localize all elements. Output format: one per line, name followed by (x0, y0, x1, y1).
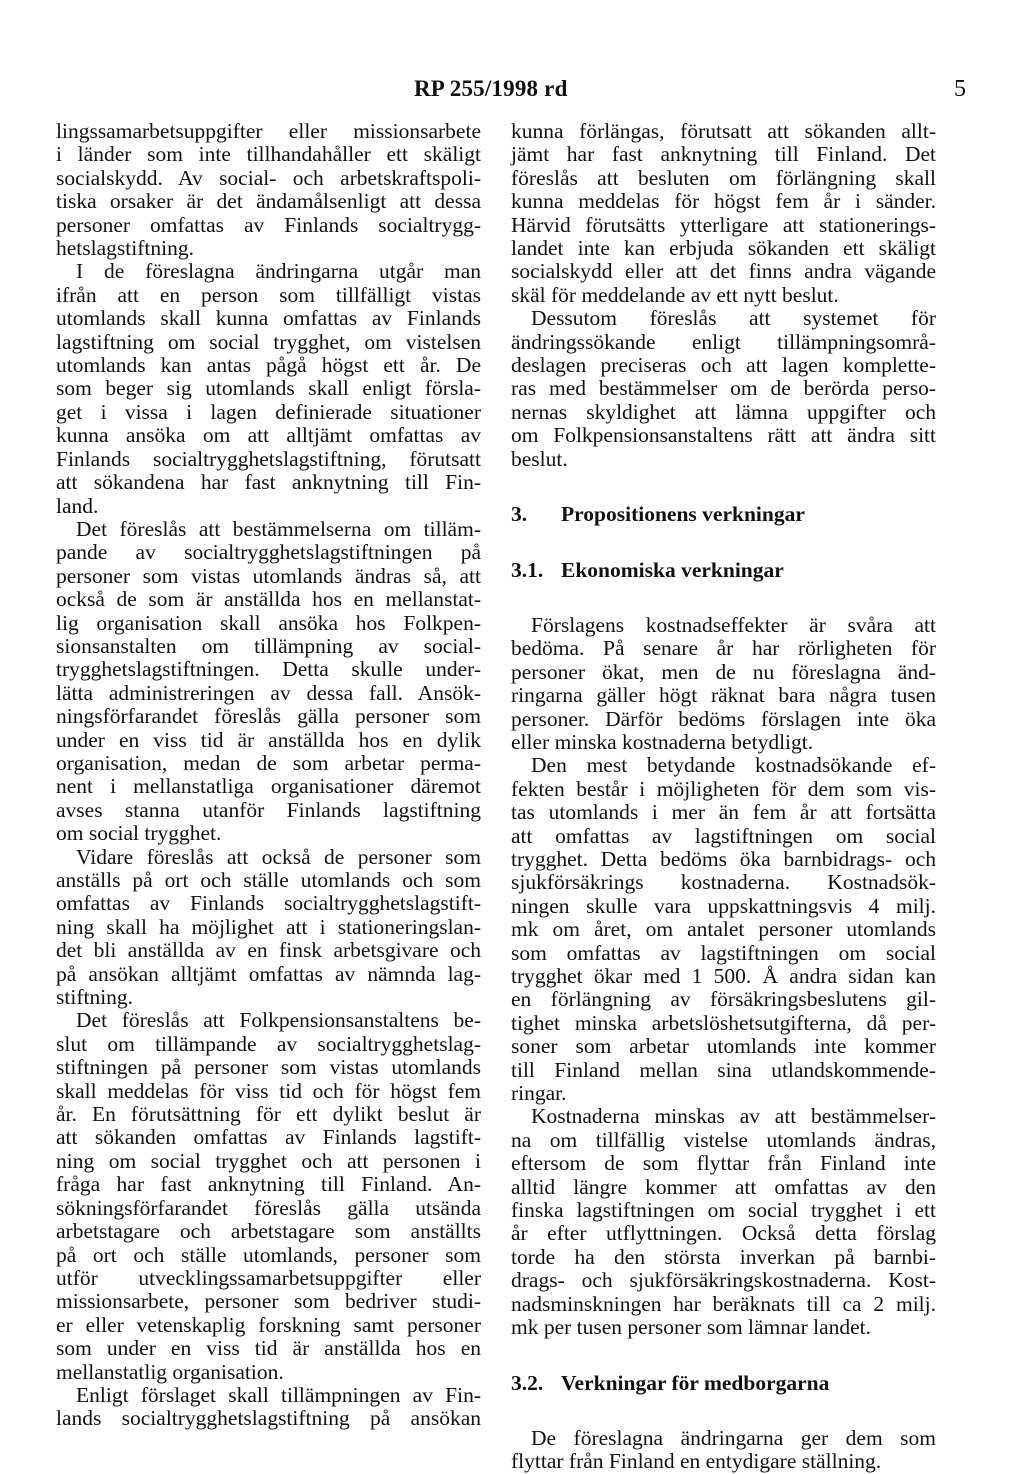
text-line: en förlängning av försäkringsbeslutens gil- (511, 987, 936, 1012)
text-line: sionsanstalten om tillämpning av social- (56, 633, 481, 658)
text-line: tighet minska arbetslöshetsutgifterna, då per- (511, 1010, 936, 1035)
text-line: sökningsförfarandet föreslås gälla utsända (56, 1195, 481, 1220)
text-line: omfattas av Finlands socialtrygghetslagstift- (56, 891, 481, 916)
text-line: mk om året, om antalet personer utomlands (511, 917, 936, 942)
text-line: lands socialtrygghetslagstiftning på ansökan (56, 1406, 481, 1431)
text-line: soner som arbetar utomlands inte kommer (511, 1034, 936, 1059)
text-line: i länder som inte tillhandahåller ett skäligt (56, 142, 481, 167)
text-line: lätta administreringen av dessa fall. Ansök- (56, 680, 481, 705)
text-line: år efter utflyttningen. Också detta förslag (511, 1221, 936, 1246)
text-line: nent i mellanstatliga organisationer däremot (56, 774, 481, 799)
text-line: Det föreslås att bestämmelserna om tilläm- (76, 516, 481, 541)
text-line: organisation, medan de som arbetar perma- (56, 750, 481, 775)
text-line: utomlands skall kunna omfattas av Finlands (56, 306, 481, 331)
text-line: att sökanden omfattas av Finlands lagstift- (56, 1125, 481, 1150)
text-line: Den mest betydande kostnadsökande ef- (531, 753, 936, 778)
text-line: socialskydd eller att det finns andra vägande (511, 259, 936, 284)
text-line: tiska orsaker är det ändamålsenligt att dessa (56, 189, 481, 214)
section-title: Propositionens verkningar (561, 502, 805, 527)
text-line: utomlands kan antas pågå högst ett år. De (56, 353, 481, 378)
text-line: på ort och ställe utomlands, personer som (56, 1242, 481, 1267)
text-line: på ansökan alltjämt omfattas av nämnda lag- (56, 961, 481, 986)
text-line: arbetstagare och arbetstagare som anställts (56, 1219, 481, 1244)
text-line: lig organisation skall ansöka hos Folkpen- (56, 610, 481, 635)
text-line: lingssamarbetsuppgifter eller missionsarbete (56, 119, 481, 143)
text-line: get i vissa i lagen definierade situationer (56, 399, 481, 424)
text-line: Kostnaderna minskas av att bestämmelser- (531, 1104, 936, 1129)
text-line: beslut. (511, 446, 568, 471)
page-number: 5 (954, 76, 966, 102)
text-line: skäl för meddelande av ett nytt beslut. (511, 282, 839, 307)
text-line: att sökandena har fast anknytning till Fin- (56, 470, 481, 495)
text-line: land. (56, 493, 99, 518)
text-line: Vidare föreslås att också de personer som (76, 844, 481, 869)
text-line: Finlands socialtrygghetslagstiftning, förutsatt (56, 446, 481, 471)
text-line: ifrån att en person som tillfälligt vistas (56, 282, 481, 307)
text-line: ningen skulle vara uppskattningsvis 4 milj. (511, 893, 936, 918)
text-line: ändringssökande enligt tillämpningsområ- (511, 329, 936, 354)
text-line: eller minska kostnaderna betydligt. (511, 729, 814, 754)
text-line: år. En förutsättning för ett dylikt beslut är (56, 1102, 481, 1127)
section-heading-3-2 (511, 1372, 936, 1395)
text-line: fråga har fast anknytning till Finland. An- (56, 1172, 481, 1197)
text-line: stiftningen på personer som vistas utomlands (56, 1055, 481, 1080)
text-line: eftersom de som flyttar från Finland inte (511, 1151, 936, 1176)
text-line: alltid längre kommer att omfattas av den (511, 1174, 936, 1199)
text-line: personer omfattas av Finlands socialtrygg- (56, 212, 481, 237)
text-line: trygghet. Detta bedöms öka barnbidrags- och (511, 846, 936, 871)
right-column-intro (511, 120, 936, 471)
text-line: lagstiftning om social trygghet, om vistelsen (56, 329, 481, 354)
text-line: föreslås att besluten om förlängning skall (511, 165, 936, 190)
text-line: personer ökat, men de nu föreslagna änd- (511, 659, 936, 684)
text-line: ringar. (511, 1081, 567, 1106)
text-line: skall meddelas för viss tid och för högst fem (56, 1078, 481, 1103)
text-line: personer som vistas utomlands ändras så, att (56, 563, 481, 588)
section-number: 3. (511, 502, 528, 527)
text-line: det bli anställda av en finsk arbetsgivare och (56, 938, 481, 963)
section-title: Ekonomiska verkningar (561, 557, 784, 582)
text-line: till Finland mellan sina utlandskommende- (511, 1057, 936, 1082)
text-line: om Folkpensionsanstaltens rätt att ändra sitt (511, 423, 936, 448)
text-line: pande av socialtrygghetslagstiftningen på (56, 540, 481, 565)
text-line: tas utomlands i mer än fem år att fortsätta (511, 800, 936, 825)
text-line: Det föreslås att Folkpensionsanstaltens be- (76, 1008, 481, 1033)
text-line: sjukförsäkrings kostnaderna. Kostnadsök- (511, 870, 936, 895)
text-line: ning skall ha möjlighet att i stationeringslan- (56, 914, 481, 939)
text-line: också de som är anställda hos en mellanstat- (56, 587, 481, 612)
text-line: ringarna gäller högt räknat bara några tusen (511, 683, 936, 708)
document-id: RP 255/1998 rd (414, 76, 568, 101)
text-line: De föreslagna ändringarna ger dem som (531, 1425, 936, 1450)
section-3-1-body (511, 614, 936, 1340)
text-line: ras med bestämmelser om de berörda perso- (511, 376, 936, 401)
text-line: trygghetslagstiftningen. Detta skulle under- (56, 657, 481, 682)
text-line: flyttar från Finland en entydigare ställning. (511, 1449, 882, 1474)
right-column (511, 120, 936, 1474)
text-line: som omfattas av lagstiftningen om social (511, 940, 936, 965)
text-line: Förslagens kostnadseffekter är svåra att (531, 612, 936, 637)
text-line: bedöma. På senare år har rörligheten för (511, 636, 936, 661)
text-line: trygghet ökar med 1 500. Å andra sidan kan (511, 964, 936, 988)
text-line: er eller vetenskaplig forskning samt personer (56, 1312, 481, 1337)
text-line: Dessutom föreslås att systemet för (531, 306, 936, 331)
text-line: torde ha den största inverkan på barnbi- (511, 1244, 936, 1269)
page-header (0, 76, 1024, 106)
text-line: utför utvecklingssamarbetsuppgifter eller (56, 1265, 481, 1290)
text-line: hetslagstiftning. (56, 236, 194, 261)
text-line: landet inte kan erbjuda sökanden ett skäligt (511, 236, 936, 261)
text-line: avses stanna utanför Finlands lagstiftning (56, 797, 481, 822)
text-line: anställs på ort och ställe utomlands och som (56, 868, 481, 892)
text-line: missionsarbete, personer som bedriver studi- (56, 1289, 481, 1314)
text-line: I de föreslagna ändringarna utgår man (76, 259, 481, 284)
text-line: ning om social trygghet och att personen i (56, 1148, 481, 1173)
text-line: nernas skyldighet att lämna uppgifter och (511, 399, 936, 424)
text-line: kunna meddelas för högst fem år i sänder. (511, 189, 936, 214)
left-column-body (56, 120, 481, 1431)
text-line: under en viss tid är anställda hos en dylik (56, 727, 481, 752)
text-line: slut om tillämpande av socialtrygghetslag- (56, 1031, 481, 1056)
section-3-2-body (511, 1427, 936, 1474)
text-line: kunna ansöka om att alltjämt omfattas av (56, 423, 481, 448)
left-column (56, 120, 481, 1431)
section-title: Verkningar för medborgarna (561, 1370, 830, 1395)
text-line: jämt har fast anknytning till Finland. Det (511, 142, 936, 167)
text-line: na om tillfällig vistelse utomlands ändras, (511, 1127, 936, 1152)
text-line: ningsförfarandet föreslås gälla personer som (56, 704, 481, 729)
section-number: 3.1. (511, 557, 544, 582)
text-line: att omfattas av lagstiftningen om social (511, 823, 936, 848)
section-heading-3 (511, 503, 936, 526)
text-line: nadsminskningen har beräknats till ca 2 milj. (511, 1291, 936, 1316)
text-line: personer. Därför bedöms förslagen inte öka (511, 706, 936, 731)
text-line: om social trygghet. (56, 821, 222, 846)
text-line: stiftning. (56, 985, 134, 1010)
text-line: socialskydd. Av social- och arbetskraftspoli- (56, 165, 481, 190)
text-line: drags- och sjukförsäkringskostnaderna. Kost- (511, 1268, 936, 1293)
text-line: som under en viss tid är anställda hos en (56, 1336, 481, 1361)
text-line: finska lagstiftningen om social trygghet i ett (511, 1198, 936, 1223)
section-number: 3.2. (511, 1370, 544, 1395)
text-line: fekten består i möjligheten för dem som vis- (511, 776, 936, 801)
text-line: som beger sig utomlands skall enligt försla- (56, 376, 481, 401)
section-heading-3-1 (511, 559, 936, 582)
text-line: Härvid förutsätts ytterligare att stationerings- (511, 212, 936, 237)
text-line: mk per tusen personer som lämnar landet. (511, 1315, 872, 1340)
text-line: kunna förlängas, förutsatt att sökanden allt- (511, 119, 936, 143)
text-line: mellanstatlig organisation. (56, 1359, 284, 1384)
text-line: Enligt förslaget skall tillämpningen av Fin- (76, 1382, 481, 1407)
text-line: deslagen preciseras och att lagen komplette- (511, 353, 936, 378)
